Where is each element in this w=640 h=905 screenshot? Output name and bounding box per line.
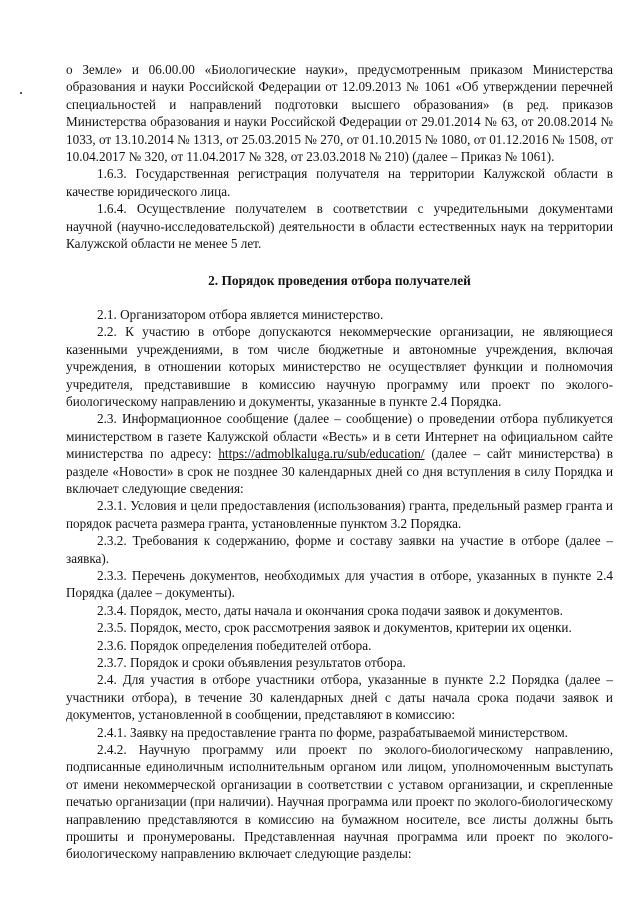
paragraph-2-2: 2.2. К участию в отборе допускаются некоммерческие организации, не являющиеся казенными учреждениями, в том числе бюджетные и автономные учреждения, включая учреждения, в отношении которых министерство не осуществляет функции и полномочия учредителя, представившие в комиссию научную программу или проект по эколого-биологическому направлению и документы, указанные в пункте 2.4 Порядка. xyxy=(66,324,613,409)
paragraph-1-6-3: 1.6.3. Государственная регистрация получателя на территории Калужской области в качестве юридического лица. xyxy=(66,166,613,199)
paragraph-2-3-after: (далее – сайт министерства) в разделе «Новости» в срок не позднее 30 календарных дней со дня вступления в силу Порядка и включает следующие сведения: xyxy=(66,446,613,496)
paragraph-2-3-6: 2.3.6. Порядок определения победителей отбора. xyxy=(97,637,372,653)
paragraph-2-4-1: 2.4.1. Заявку на предоставление гранта по форме, разрабатываемой министерством. xyxy=(97,724,568,740)
paragraph-2-3-1: 2.3.1. Условия и цели предоставления (использования) гранта, предельный размер гранта и порядок расчета размера гранта, установленные пунктом 3.2 Порядка. xyxy=(66,498,613,531)
paragraph-2-3-3: 2.3.3. Перечень документов, необходимых для участия в отборе, указанных в пункте 2.4 Порядка (далее – документы). xyxy=(66,567,613,601)
paragraph-2-3-2: 2.3.2. Требования к содержанию, форме и составу заявки на участие в отборе (далее – заявка). xyxy=(66,533,613,566)
section-heading: 2. Порядок проведения отбора получателей xyxy=(208,273,471,289)
paragraph-2-3 xyxy=(66,410,613,497)
paragraph-2-3-5: 2.3.5. Порядок, место, срок рассмотрения заявок и документов, критерии их оценки. xyxy=(97,620,572,636)
paragraph-2-4: 2.4. Для участия в отборе участники отбора, указанные в пункте 2.2 Порядка (далее – участники отбора), в течение 30 календарных дней с даты начала срока подачи заявок и документов, установленной в сообщении, представляют в комиссию: xyxy=(66,672,613,723)
scan-speck xyxy=(20,92,22,94)
paragraph-continuation: о Земле» и 06.00.00 «Биологические науки», предусмотренным приказом Министерства образования и науки Российской Федерации от 12.09.2013 № 1061 «Об утверждении перечней специальностей и направлений подготовки высшего образования» (в ред. приказов Министерства образования и науки Российской Федерации от 29.01.2014 № 63, от 20.08.2014 № 1033, от 13.10.2014 № 1313, от 25.03.2015 № 270, от 01.10.2015 № 1080, от 01.12.2016 № 1508, от 10.04.2017 № 320, от 11.04.2017 № 328, от 23.03.2018 № 210) (далее – Приказ № 1061). xyxy=(66,62,613,165)
ministry-site-link[interactable]: https://admoblkaluga.ru/sub/education/ xyxy=(218,446,425,462)
paragraph-1-6-4: 1.6.4. Осуществление получателем в соответствии с учредительными документами научной (научно-исследовательской) деятельности в области естественных наук на территории Калужской области не менее 5 лет. xyxy=(66,201,613,252)
paragraph-2-4-2: 2.4.2. Научную программу или проект по эколого-биологическому направлению, подписанные единоличным исполнительным органом или лицом, уполномоченным выступать от имени некоммерческой организации в соответствии с уставом организации, и скрепленные печатью организации (при наличии). Научная программа или проект по эколого-биологическому направлению представляются в комиссию на бумажном носителе, все листы должны быть прошиты и пронумерованы. Представленная научная программа или проект по эколого-биологическому направлению включает следующие разделы: xyxy=(66,742,613,862)
paragraph-2-1: 2.1. Организатором отбора является министерство. xyxy=(97,306,384,322)
paragraph-2-3-before: 2.3. Информационное сообщение (далее – сообщение) о проведении отбора публикуется министерством в газете Калужской области «Весть» и в сети Интернет на официальном сайте министерства по адресу: xyxy=(66,411,613,462)
paragraph-2-3-4: 2.3.4. Порядок, место, даты начала и окончания срока подачи заявок и документов. xyxy=(97,602,563,618)
paragraph-2-3-7: 2.3.7. Порядок и сроки объявления результатов отбора. xyxy=(97,655,406,670)
